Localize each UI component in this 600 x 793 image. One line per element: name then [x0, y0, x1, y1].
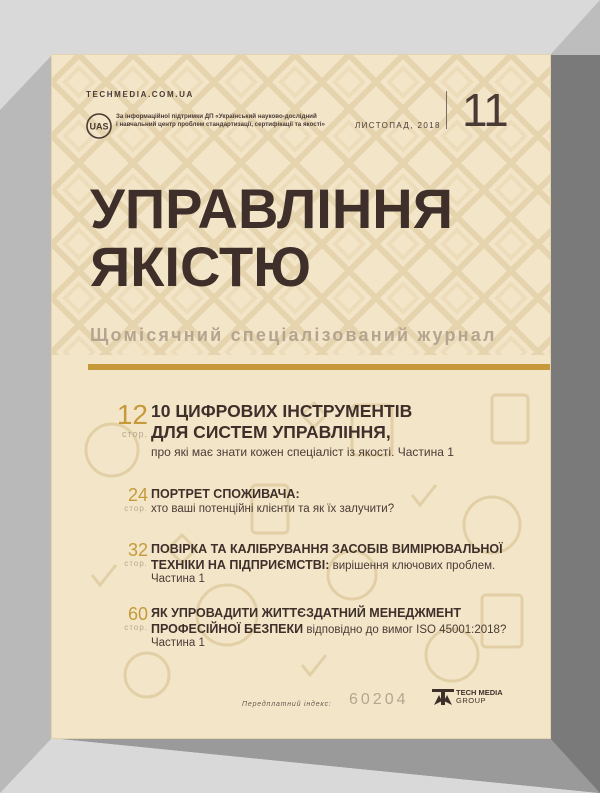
- issue-month: ЛИСТОПАД, 2018: [355, 121, 441, 130]
- support-line: За інформаційної підтримки ДП «Український науково-дослідний: [116, 113, 317, 120]
- article-heading: ПОРТРЕТ СПОЖИВАЧА:: [151, 487, 300, 501]
- heading-line: ДЛЯ СИСТЕМ УПРАВЛІННЯ,: [151, 422, 391, 442]
- uas-logo-icon: [86, 113, 112, 139]
- support-text: [116, 113, 346, 129]
- uas-logo-text: UAS: [89, 121, 109, 132]
- article-heading: [151, 605, 541, 638]
- article-heading: [151, 541, 541, 574]
- publisher-name: [456, 689, 503, 705]
- subscription-index: 60204: [349, 691, 409, 708]
- article-description: хто ваші потенційні клієнти та як їх залучити?: [151, 503, 395, 515]
- subscription-label: Передплатний індекс:: [242, 701, 332, 708]
- page-number: 60: [127, 604, 148, 624]
- issue-number: 11: [462, 84, 508, 136]
- magazine-title: [90, 177, 453, 298]
- article-heading: [151, 401, 511, 443]
- publisher-line: GROUP: [456, 696, 487, 705]
- heading-line: ПРОФЕСІЙНОЇ БЕЗПЕКИ: [151, 622, 304, 636]
- article-page: [86, 541, 148, 568]
- article-description: Частина 1: [151, 573, 205, 585]
- article-inline-description: відповідно до вимог ISO 45001:2018?: [303, 624, 507, 636]
- magazine-subtitle: Щомісячний спеціалізований журнал: [90, 325, 497, 345]
- heading-line: ПОВІРКА ТА КАЛІБРУВАННЯ ЗАСОБІВ ВИМІРЮВАЛЬНОЇ: [151, 542, 503, 556]
- support-line: і навчальний центр проблем стандартизації, сертифікації та якості»: [116, 121, 325, 128]
- heading-line: ЯК УПРОВАДИТИ ЖИТТЄЗДАТНИЙ МЕНЕДЖМЕНТ: [151, 606, 462, 620]
- title-line: ЯКІСТЮ: [90, 235, 311, 298]
- page-label: стор.: [124, 559, 148, 568]
- page-label: стор.: [124, 504, 148, 513]
- page-number: 32: [127, 540, 148, 560]
- page-number: 24: [127, 485, 148, 505]
- article-page: [86, 401, 148, 439]
- article-inline-description: вирішення ключових проблем.: [329, 560, 496, 572]
- page-number: 12: [116, 399, 148, 430]
- publisher-line: TECH MEDIA: [456, 688, 503, 697]
- heading-line: ТЕХНІКИ НА ПІДПРИЄМСТВІ:: [151, 558, 330, 572]
- article-page: [86, 486, 148, 513]
- site-url: TECHMEDIA.COM.UA: [86, 90, 194, 99]
- article-description: про які має знати кожен спеціаліст із якості. Частина 1: [151, 445, 454, 459]
- article-page: [86, 605, 148, 632]
- title-line: УПРАВЛІННЯ: [90, 177, 453, 240]
- magazine-cover: [52, 55, 550, 738]
- tech-media-logo-icon: [430, 687, 456, 707]
- issue-divider: [446, 91, 447, 129]
- page-label: стор.: [121, 429, 148, 439]
- article-description: Частина 1: [151, 637, 205, 649]
- heading-line: 10 ЦИФРОВИХ ІНСТРУМЕНТІВ: [151, 401, 413, 421]
- page-label: стор.: [124, 623, 148, 632]
- gold-divider: [88, 364, 550, 370]
